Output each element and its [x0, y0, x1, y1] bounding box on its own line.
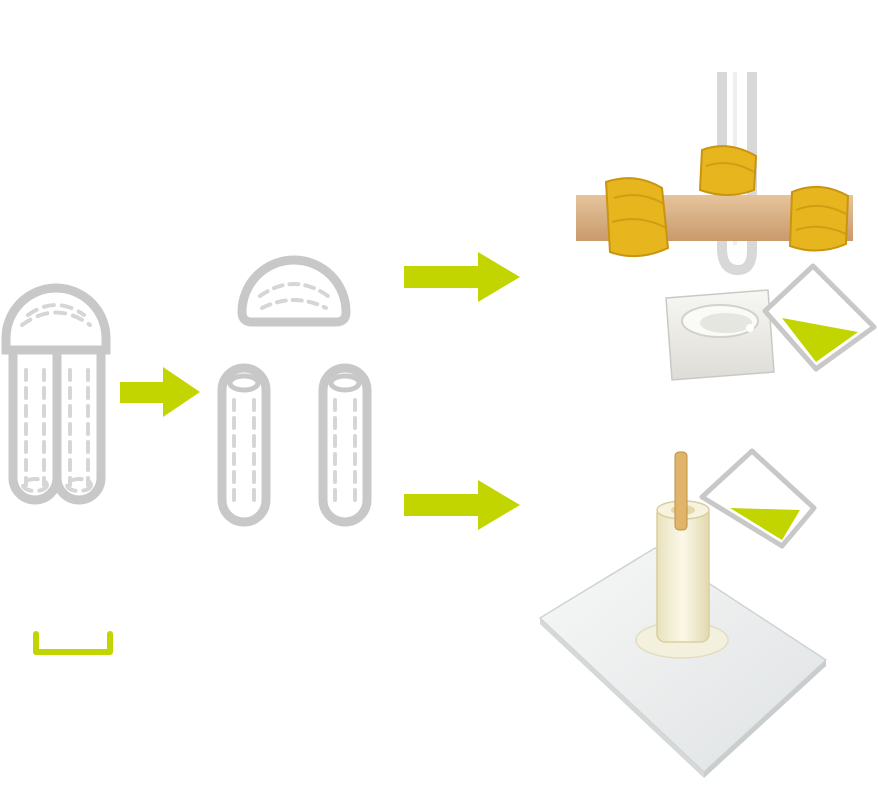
pour-into-dome-mold-icon — [765, 266, 874, 369]
arrow-to-dome-casting — [404, 252, 520, 302]
assembled-part-icon — [6, 288, 106, 500]
pour-into-tube-mold-icon — [702, 451, 814, 546]
scale-bar-icon — [36, 634, 110, 652]
separated-parts-icon — [222, 260, 367, 522]
arrow-to-separated-parts — [120, 367, 200, 417]
arrow-to-tube-casting — [404, 480, 520, 530]
